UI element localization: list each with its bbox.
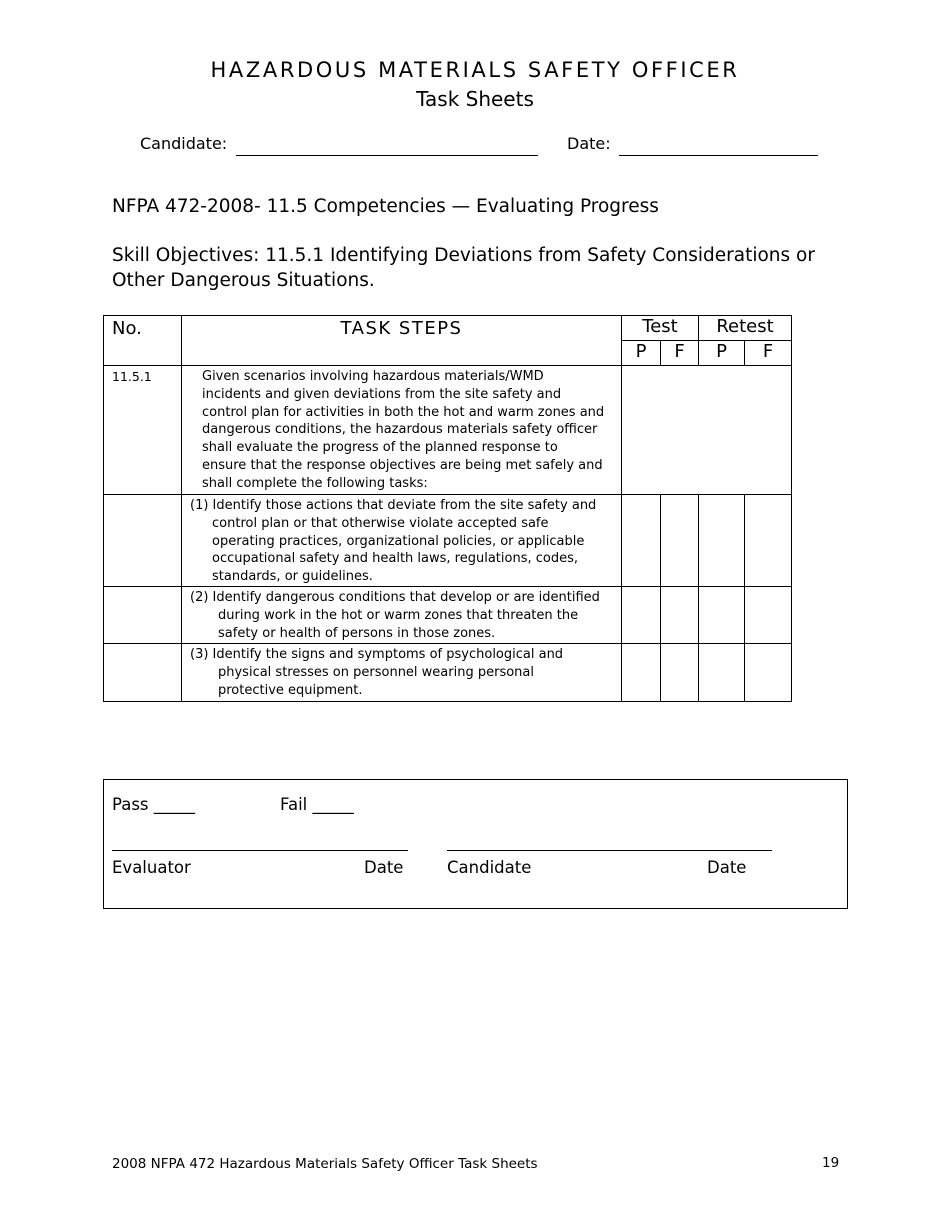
task-step-content: Given scenarios involving hazardous materials/WMD incidents and given deviations from the site safety and control plan for activities in both the hot and warm zones and dangerous conditions, the hazardous materials safety officer shall evaluate the progress of the planned response to ensure that the response objectives are being met safely and shall complete the following tasks: <box>202 369 605 491</box>
date-field[interactable] <box>619 155 818 156</box>
retest-fail-cell[interactable] <box>745 644 792 702</box>
table-row <box>104 495 792 587</box>
page-title: HAZARDOUS MATERIALS SAFETY OFFICER <box>210 58 740 82</box>
row-number <box>104 587 182 644</box>
test-fail-cell[interactable] <box>661 644 699 702</box>
evaluator-label: Evaluator <box>112 858 191 877</box>
header-retest: Retest <box>699 316 792 341</box>
task-step-content: (3) Identify the signs and symptoms of psychological and physical stresses on personnel wearing personal protective equipment. <box>190 647 564 698</box>
header-retest-pass: P <box>699 341 745 366</box>
task-step-content: (2) Identify dangerous conditions that develop or are identified during work in the hot or warm zones that threaten the safety or health of persons in those zones. <box>190 590 600 641</box>
task-step-content: (1) Identify those actions that deviate from the site safety and control plan or that otherwise violate accepted safe operating practices, organizational policies, or applicable occupational safety and health laws, regulations, codes, standards, or guidelines. <box>190 498 597 585</box>
header-test-fail: F <box>661 341 699 366</box>
row-number <box>104 495 182 587</box>
header-test-pass: P <box>622 341 661 366</box>
table-row <box>104 587 792 644</box>
test-pass-cell[interactable] <box>622 587 661 644</box>
test-fail-cell[interactable] <box>661 495 699 587</box>
page-subtitle: Task Sheets <box>416 87 534 111</box>
retest-pass-cell[interactable] <box>699 587 745 644</box>
table-row <box>104 366 792 495</box>
date-label: Date: <box>567 134 611 153</box>
table-row <box>104 644 792 702</box>
retest-pass-cell[interactable] <box>699 644 745 702</box>
evaluator-date-label: Date <box>364 858 404 877</box>
candidate-label: Candidate: <box>140 134 228 153</box>
retest-fail-cell[interactable] <box>745 587 792 644</box>
row-number <box>104 644 182 702</box>
task-step-text <box>182 366 622 495</box>
evaluator-signature-line[interactable] <box>112 850 408 851</box>
candidate-signature-line[interactable] <box>447 850 772 851</box>
skill-objectives: Skill Objectives: 11.5.1 Identifying Deviations from Safety Considerations or Other Dangerous Situations. <box>112 245 815 291</box>
test-fail-cell[interactable] <box>661 587 699 644</box>
row-number: 11.5.1 <box>104 366 182 495</box>
candidate-field[interactable] <box>236 155 538 156</box>
candidate-date-label: Date <box>707 858 747 877</box>
header-test: Test <box>622 316 699 341</box>
footer-text: 2008 NFPA 472 Hazardous Materials Safety Officer Task Sheets <box>112 1156 538 1172</box>
fail-field[interactable]: Fail _____ <box>280 795 354 814</box>
header-no: No. <box>104 316 182 366</box>
test-pass-cell[interactable] <box>622 495 661 587</box>
task-step-text <box>182 644 622 702</box>
candidate-signature-label: Candidate <box>447 858 532 877</box>
nfpa-heading: NFPA 472-2008- 11.5 Competencies — Evaluating Progress <box>112 196 659 217</box>
header-retest-fail: F <box>745 341 792 366</box>
task-step-text <box>182 587 622 644</box>
retest-pass-cell[interactable] <box>699 495 745 587</box>
empty-grade-cell <box>622 366 792 495</box>
task-step-text <box>182 495 622 587</box>
page-number: 19 <box>822 1155 840 1171</box>
header-task-steps: TASK STEPS <box>182 316 622 366</box>
pass-field[interactable]: Pass _____ <box>112 795 196 814</box>
task-table <box>103 315 792 702</box>
evaluation-result-box <box>103 779 848 909</box>
retest-fail-cell[interactable] <box>745 495 792 587</box>
test-pass-cell[interactable] <box>622 644 661 702</box>
